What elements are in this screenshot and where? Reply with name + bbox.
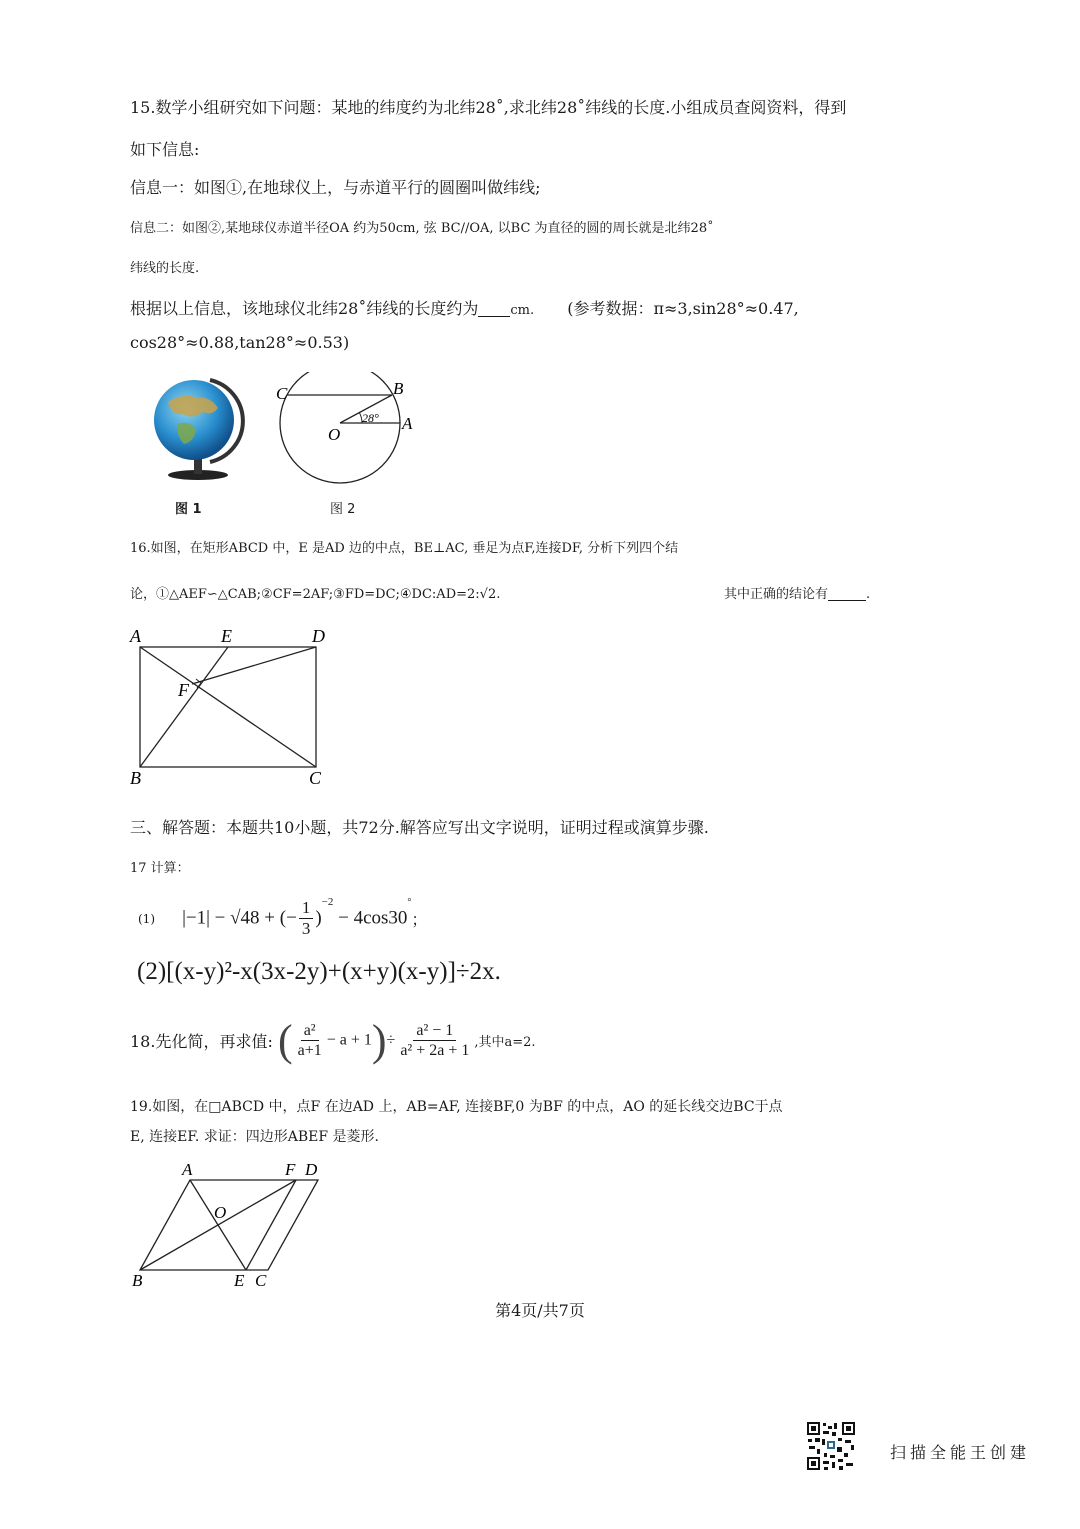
page-number: 第4页/共7页 [495, 1301, 585, 1320]
label-f: F [285, 1160, 296, 1179]
q17-part1-end: ； [411, 912, 428, 929]
q16-line1: 16.如图，在矩形ABCD 中，E 是AD 边的中点，BE⊥AC, 垂足为点F,连接DF, 分析下列四个结 [130, 541, 679, 556]
diagonal-ac [140, 647, 316, 767]
q15-info2b: 纬线的长度. [130, 261, 200, 276]
globe-figure [148, 372, 248, 482]
label-b: B [393, 379, 404, 398]
q17-part2: (2)[(x-y)²-x(3x-2y)+(x+y)(x-y)]÷2x. [137, 958, 501, 985]
section-3-heading: 三、解答题：本题共10小题，共72分.解答应写出文字说明，证明过程或演算步骤. [130, 818, 709, 837]
parallelogram-figure [128, 1158, 328, 1293]
q17-title: 17 计算： [130, 861, 190, 876]
q17-exponent: −2 [321, 896, 334, 908]
q18-f1-den: a+1 [297, 1042, 322, 1059]
q17-part1-expr-a: |−1| − √48 + (− [182, 907, 297, 929]
q17-frac-den: 3 [301, 919, 311, 938]
q17-part1-expr-c: − 4cos30 [333, 907, 408, 929]
figure-2-caption: 图 2 [330, 502, 356, 517]
q17-degree: ° [407, 897, 412, 908]
segment-df [192, 647, 316, 684]
label-d: D [305, 1160, 318, 1179]
q16-line2: 论，①△AEF∽△CAB;②CF=2AF;③FD=DC;④DC:AD=2:√2. [130, 587, 501, 602]
q18-divide: ÷ [386, 1031, 396, 1049]
label-e: E [221, 626, 232, 646]
q16-tail [724, 583, 870, 602]
q17-part1-label: (1) [138, 911, 155, 926]
label-b: B [132, 1271, 143, 1290]
q18-right-paren: ) [371, 1016, 387, 1065]
q18-suffix: ,其中a=2. [474, 1035, 536, 1050]
q16-tail-end: . [866, 587, 871, 602]
q18-prefix: 18.先化简，再求值: [130, 1032, 273, 1051]
q16-tail-text: 其中正确的结论有 [724, 587, 829, 602]
q15-info1: 信息一：如图①,在地球仪上，与赤道平行的圆圈叫做纬线; [130, 178, 541, 197]
q15-ask-unit: cm. [510, 303, 535, 318]
q15-line2: 如下信息: [130, 140, 200, 159]
q18-fraction-1 [295, 1021, 325, 1060]
label-c: C [309, 768, 322, 788]
label-o: O [214, 1203, 227, 1222]
segment-be [140, 647, 228, 767]
q19-line1: 19.如图，在□ABCD 中，点F 在边AD 上，AB=AF, 连接BF,0 为BF 的中点，AO 的延长线交边BC于点 [130, 1099, 783, 1115]
figure-1-caption: 图 1 [175, 502, 202, 517]
segment-ef [246, 1180, 296, 1270]
label-d: D [312, 626, 325, 646]
segment-ae [190, 1180, 246, 1270]
q17-part1-expr-b: ) [315, 907, 322, 929]
q15-ask-text: 根据以上信息，该地球仪北纬28˚纬线的长度约为 [130, 299, 479, 318]
q18-left-paren: ( [277, 1016, 293, 1065]
q18-f1-num: a² [301, 1021, 319, 1041]
q15-ask [130, 296, 799, 319]
q15-reference-data: (参考数据：π≈3,sin28°≈0.47, [567, 299, 799, 318]
right-angle-mark [196, 679, 201, 688]
label-a: A [182, 1160, 193, 1179]
circle-figure [270, 372, 420, 492]
globe-stand [194, 458, 202, 474]
label-a: A [130, 626, 141, 646]
q17-part1 [138, 896, 427, 939]
answer-blank-15 [478, 300, 510, 317]
q18-f2-den: a² + 2a + 1 [400, 1042, 470, 1059]
label-b: B [130, 768, 141, 788]
q18-fraction-2 [397, 1021, 472, 1060]
q15-info2: 信息二：如图②,某地球仪赤道半径OA 约为50cm, 弦 BC//OA, 以BC 为直径的圆的周长就是北纬28˚ [130, 221, 714, 236]
q17-frac-num: 1 [299, 898, 314, 919]
angle-label: 28° [362, 411, 379, 425]
label-c: C [255, 1271, 267, 1290]
qr-code [806, 1421, 856, 1471]
q15-line1: 15.数学小组研究如下问题：某地的纬度约为北纬28˚,求北纬28˚纬线的长度.小组成员查阅资料，得到 [130, 98, 847, 117]
globe-sphere [154, 380, 234, 460]
label-f: F [178, 680, 189, 700]
rectangle-figure [125, 622, 340, 790]
label-a: A [402, 414, 413, 433]
parallelogram-abcd [140, 1180, 318, 1270]
answer-blank-16 [828, 587, 866, 601]
label-c: C [276, 384, 288, 403]
scanner-watermark: 扫描全能王创建 [890, 1443, 1031, 1462]
q15-reference-data-2: cos28°≈0.88,tan28°≈0.53) [130, 333, 350, 352]
q19-line2: E, 连接EF. 求证：四边形ABEF 是菱形. [130, 1129, 380, 1145]
q17-fraction [299, 898, 314, 940]
q18-f2-num: a² − 1 [413, 1021, 456, 1041]
q18-middle: − a + 1 [326, 1031, 372, 1049]
label-e: E [234, 1271, 245, 1290]
label-o: O [328, 425, 341, 444]
q18 [130, 1015, 536, 1066]
